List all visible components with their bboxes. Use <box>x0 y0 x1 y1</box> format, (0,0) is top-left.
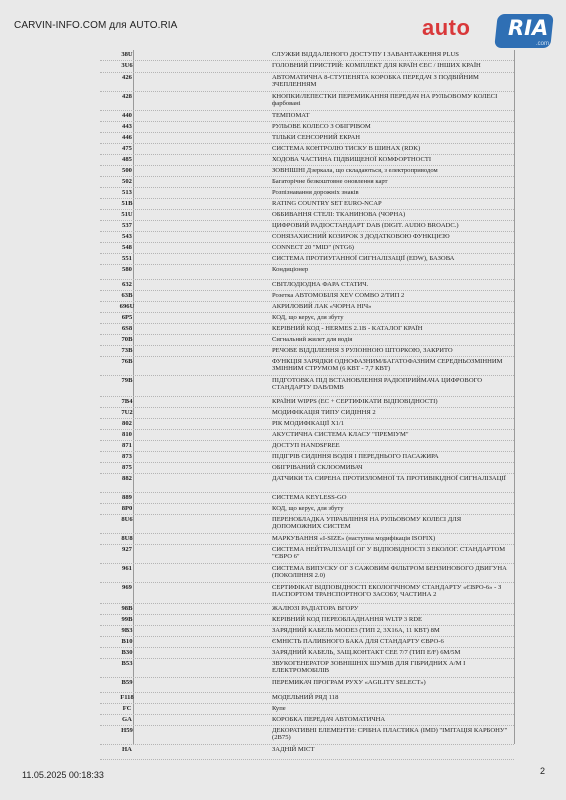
option-row <box>100 50 514 61</box>
option-row <box>100 397 514 408</box>
option-code: 51B <box>121 200 133 207</box>
option-code: 485 <box>122 156 132 163</box>
option-code: 76B <box>121 358 133 365</box>
option-code: 51U <box>121 211 133 218</box>
option-code: 428 <box>122 93 132 100</box>
option-row <box>100 122 514 133</box>
option-row <box>100 291 514 302</box>
option-code: 548 <box>122 244 132 251</box>
option-description: КЕРІВНИЙ КОД - HERMES 2.1B - КАТАЛОГ КРАЇН <box>272 325 423 332</box>
option-code: 551 <box>122 255 132 262</box>
option-code: 8P0 <box>121 505 133 512</box>
option-code: 873 <box>122 453 132 460</box>
options-table <box>100 50 514 760</box>
option-row <box>100 335 514 346</box>
option-row <box>100 280 514 291</box>
option-code: 871 <box>122 442 132 449</box>
option-description: МОДЕЛЬНИЙ РЯД 118 <box>272 694 339 701</box>
option-code: B53 <box>121 660 133 667</box>
option-code: 875 <box>122 464 132 471</box>
option-description: ДЕКОРАТИВНІ ЕЛЕМЕНТИ: СРІБНА ПЛАСТИКА (IMD) "ІМІТАЦІЯ КАРБОНУ" (2B75) <box>272 727 508 742</box>
option-description: Купе <box>272 705 286 712</box>
option-row <box>100 615 514 626</box>
option-row <box>100 313 514 324</box>
option-row <box>100 254 514 265</box>
option-description: Розетка АВТОМОБІЛЯ XEV COMBO 2/ТИП 2 <box>272 292 405 299</box>
option-description: ТІЛЬКИ СЕНСОРНИЙ ЕКРАН <box>272 134 361 141</box>
option-description: РУЛЬОВЕ КОЛЕСО З ОБІГРІВОМ <box>272 123 371 130</box>
option-description: ЖАЛЮЗІ РАДІАТОРА ВГОРУ <box>272 605 359 612</box>
option-row <box>100 221 514 232</box>
option-description: СИСТЕМА ПРОТИУГАННОЇ СИГНАЛІЗАЦІЇ (EDW), БАЗОВА <box>272 255 455 262</box>
option-row <box>100 155 514 166</box>
option-row <box>100 637 514 648</box>
print-timestamp: 11.05.2025 00:18:33 <box>22 770 104 780</box>
option-description: ЄМНІСТЬ ПАЛИВНОГО БАКА ДЛЯ СТАНДАРТУ ЄВРО-6 <box>272 638 444 645</box>
option-description: ПІДГОТОВКА ПІД ВСТАНОВЛЕННЯ РАДІОПРИЙМАЧА ЦИФРОВОГО СТАНДАРТУ DAB/DMB <box>272 377 482 392</box>
option-code: 632 <box>122 281 132 288</box>
option-code: 513 <box>122 189 132 196</box>
option-code: B59 <box>121 679 133 686</box>
option-code: HA <box>122 746 132 753</box>
option-row <box>100 346 514 357</box>
option-row <box>100 564 514 583</box>
option-row <box>100 92 514 111</box>
option-description: АКУСТИЧНА СИСТЕМА КЛАСУ "ПРЕМІУМ" <box>272 431 409 438</box>
option-row <box>100 177 514 188</box>
option-row <box>100 357 514 376</box>
option-code: 73B <box>121 347 133 354</box>
auto-ria-logo[interactable] <box>418 10 556 52</box>
option-code: 543 <box>122 233 132 240</box>
option-description: ЗОВНІШНІ Дзеркала, що складаються, з електроприводом <box>272 167 438 174</box>
option-description: РІК МОДИФІКАЦІЇ X1/1 <box>272 420 345 427</box>
option-description: СОНЯЗАХИСНИЙ КОЗИРОК З ДОДАТКОВОЮ ФУНКЦІЄЮ <box>272 233 450 240</box>
option-row <box>100 166 514 177</box>
option-row <box>100 745 514 760</box>
option-code: F118 <box>120 694 134 701</box>
option-description: CONNECT 20 "MID" (NTG6) <box>272 244 354 251</box>
option-description: СИСТЕМА НЕЙТРАЛІЗАЦІЇ ОГ У ВІДПОВІДНОСТІ З ЕКОЛОГ. СТАНДАРТОМ "ЄВРО 6" <box>272 546 506 561</box>
option-code: 500 <box>122 167 132 174</box>
table-right-border <box>514 50 515 744</box>
option-code: 580 <box>122 266 132 273</box>
option-code: 961 <box>122 565 132 572</box>
option-row <box>100 704 514 715</box>
option-row <box>100 324 514 335</box>
option-description: КОД, що керує, для збуту <box>272 314 344 321</box>
option-description: ЗАРЯДНИЙ КАБЕЛЬ, ЗАЩ.КОНТАКТ СЕЕ 7/7 (ТИП E/F) 6M/5M <box>272 649 461 656</box>
option-row <box>100 419 514 430</box>
logo-auto-text: auto <box>422 15 471 40</box>
option-code: 537 <box>122 222 132 229</box>
option-description: ЗВУКОГЕНЕРАТОР ЗОВНІШНІХ ШУМІВ ДЛЯ ГІБРИДНИХ А/М І ЕЛЕКТРОМОБІЛІВ <box>272 660 466 675</box>
option-code: 969 <box>122 584 132 591</box>
option-description: ГОЛОВНИЙ ПРИСТРІЙ: КОМПЛЕКТ ДЛЯ КРАЇН ЄЕС / ІНШИХ КРАЇН <box>272 62 481 69</box>
option-row <box>100 133 514 144</box>
option-description: МОДИФІКАЦІЯ ТИПУ СИДІННЯ 2 <box>272 409 376 416</box>
option-description: Розпізнавання дорожніх знаків <box>272 189 359 196</box>
option-row <box>100 493 514 504</box>
option-description: RATING COUNTRY SET EURO-NCAP <box>272 200 382 207</box>
option-code: 927 <box>122 546 132 553</box>
option-code: 696U <box>119 303 135 310</box>
option-row <box>100 604 514 615</box>
option-row <box>100 408 514 419</box>
option-row <box>100 376 514 397</box>
option-code: 8U6 <box>121 516 133 523</box>
option-code: 99B <box>121 616 133 623</box>
option-code: 79B <box>121 377 133 384</box>
option-code: 882 <box>122 475 132 482</box>
option-description: КНОПКИ/ЛЕПЕСТКИ ПЕРЕМИКАННЯ ПЕРЕДАЧ НА РУЛЬОВОМУ КОЛЕСІ фарбовані <box>272 93 498 108</box>
option-description: КЕРІВНИЙ КОД ПЕРЕОБЛАДНАННЯ WLTP 3 RDE <box>272 616 423 623</box>
option-code: 446 <box>122 134 132 141</box>
option-code: 443 <box>122 123 132 130</box>
option-description: ЗАДНІЙ МІСТ <box>272 746 315 753</box>
option-description: ЦИФРОВИЙ РАДІОСТАНДАРТ DAB (DIGIT. AUDIO BROADC.) <box>272 222 459 229</box>
option-code: 6S8 <box>121 325 133 332</box>
option-description: СИСТЕМА ВИПУСКУ ОГ З САЖОВИМ ФІЛЬТРОМ БЕНЗИНОВОГО ДВИГУНА (ПОКОЛІННЯ 2.0) <box>272 565 507 580</box>
option-code: 38U <box>121 51 133 58</box>
option-description: ТЕМПОМАТ <box>272 112 310 119</box>
option-code: GA <box>122 716 132 723</box>
option-description: ОБІГРІВАНИЙ СКЛООМИВАЧ <box>272 464 363 471</box>
option-code: 810 <box>122 431 132 438</box>
option-code: 7B4 <box>121 398 133 405</box>
option-row <box>100 504 514 515</box>
option-row <box>100 111 514 122</box>
option-description: ДАТЧИКИ ТА СИРЕНА ПРОТИЗЛОМНОЇ ТА ПРОТИВІКІДНОЇ СИГНАЛІЗАЦІЇ <box>272 475 506 482</box>
option-row <box>100 302 514 313</box>
option-code: 9B3 <box>121 627 133 634</box>
option-code: 7U2 <box>121 409 133 416</box>
option-code: 63B <box>121 292 133 299</box>
option-description: КОРОБКА ПЕРЕДАЧ АВТОМАТИЧНА <box>272 716 386 723</box>
logo-ria-sub: .com <box>536 41 550 47</box>
option-description: ЗАРЯДНИЙ КАБЕЛЬ MODE3 (ТИП 2, 3X16A, 11 КВТ) 8M <box>272 627 440 634</box>
option-row <box>100 430 514 441</box>
option-code: 802 <box>122 420 132 427</box>
logo-ria-text: RIA <box>508 16 549 40</box>
option-description: АВТОМАТИЧНА 8-СТУПЕНЯТА КОРОБКА ПЕРЕДАЧ З ПОДВІЙНИМ ЗЧЕПЛЕННЯМ <box>272 74 479 89</box>
option-code: 70B <box>121 336 133 343</box>
option-row <box>100 583 514 604</box>
option-row <box>100 61 514 73</box>
option-code: 475 <box>122 145 132 152</box>
option-code: B30 <box>121 649 133 656</box>
page-number: 2 <box>540 766 546 776</box>
option-description: Сигнальний жилет для водія <box>272 336 353 343</box>
option-row <box>100 474 514 493</box>
option-code: 889 <box>122 494 132 501</box>
option-description: СВІТЛОДІОДНА ФАРА СТАТИЧ. <box>272 281 369 288</box>
option-row <box>100 463 514 474</box>
option-code: H59 <box>121 727 133 734</box>
option-description: ПЕРЕНОБЛАДКА УПРАВЛІННЯ НА РУЛЬОВОМУ КОЛЕСІ ДЛЯ ДОПОМОЖНИХ СИСТЕМ <box>272 516 462 531</box>
option-row <box>100 144 514 155</box>
option-row <box>100 73 514 92</box>
option-row <box>100 626 514 637</box>
option-description: Кондиціонер <box>272 266 309 273</box>
option-row <box>100 726 514 745</box>
option-row <box>100 441 514 452</box>
option-code: B10 <box>121 638 133 645</box>
option-description: Багаторічне безкоштовне оновлення карт <box>272 178 388 185</box>
option-row <box>100 693 514 704</box>
option-row <box>100 648 514 659</box>
option-description: ФУНКЦІЯ ЗАРЯДКИ ОДНОФАЗНИМ/БАГАТОФАЗНИМ СЕРЕДНЬОЗМІННИМ ЗМІННИМ СТРУМОМ (6 КВТ - 7,7 КВТ) <box>272 358 503 373</box>
option-row <box>100 678 514 693</box>
option-description: СИСТЕМА КОНТРОЛЮ ТИСКУ В ШИНАХ (RDK) <box>272 145 421 152</box>
option-row <box>100 545 514 564</box>
option-description: ПІДІГРІВ СИДІННЯ ВОДІЯ І ПЕРЕДНЬОГО ПАСАЖИРА <box>272 453 439 460</box>
option-description: МАРКУВАННЯ «I-SIZE» (наступна модифікація ISOFIX) <box>272 535 436 542</box>
option-row <box>100 452 514 463</box>
option-description: ДОСТУП HANDSFREE <box>272 442 340 449</box>
site-header: CARVIN-INFO.COM для AUTO.RIA <box>14 20 178 31</box>
option-description: СИСТЕМА KEYLESS-GO <box>272 494 347 501</box>
option-description: РЕЧОВЕ ВІДДІЛЕННЯ З РУЛОННОЮ ШТОРКОЮ, ЗАКРИТО <box>272 347 453 354</box>
option-code: 6P5 <box>121 314 133 321</box>
option-code: 440 <box>122 112 132 119</box>
option-row <box>100 534 514 545</box>
option-description: АКРИЛОВИЙ ЛАК «ЧОРНА НІЧ» <box>272 303 372 310</box>
option-description: ПЕРЕМИКАЧ ПРОГРАМ РУХУ «AGILITY SELECT») <box>272 679 426 686</box>
option-description: КРАЇНИ WIPPS (ЕС + СЕРТИФІКАТИ ВІДПОВІДНОСТІ) <box>272 398 438 405</box>
option-row <box>100 715 514 726</box>
option-row <box>100 188 514 199</box>
option-code: 8U8 <box>121 535 133 542</box>
option-code: 426 <box>122 74 132 81</box>
option-row <box>100 659 514 678</box>
option-row <box>100 210 514 221</box>
option-description: СЕРТИФІКАТ ВІДПОВІДНОСТІ ЕКОЛОГІЧНОМУ СТАНДАРТУ «ЄВРО-6» - З ПАСПОРТОМ ТРАНСПОРТНОГО ЗАСОБУ, ЧАСТИНА 2 <box>272 584 502 599</box>
option-description: ОББИВАННЯ СТЕЛІ: ТКАНИНОВА (ЧОРНА) <box>272 211 406 218</box>
option-code: 502 <box>122 178 132 185</box>
option-description: КОД, що керує, для збуту <box>272 505 344 512</box>
option-code: 98B <box>121 605 133 612</box>
option-code: 3U6 <box>121 62 133 69</box>
option-row <box>100 515 514 534</box>
option-description: СЛУЖБИ ВІДДАЛЕНОГО ДОСТУПУ І ЗАВАНТАЖЕННЯ PLUS <box>272 51 459 58</box>
option-code: FC <box>122 705 132 712</box>
option-row <box>100 265 514 280</box>
option-row <box>100 199 514 210</box>
option-row <box>100 243 514 254</box>
option-description: ХОДОВА ЧАСТИНА ПІДВИЩЕНОЇ КОМФОРТНОСТІ <box>272 156 432 163</box>
option-row <box>100 232 514 243</box>
